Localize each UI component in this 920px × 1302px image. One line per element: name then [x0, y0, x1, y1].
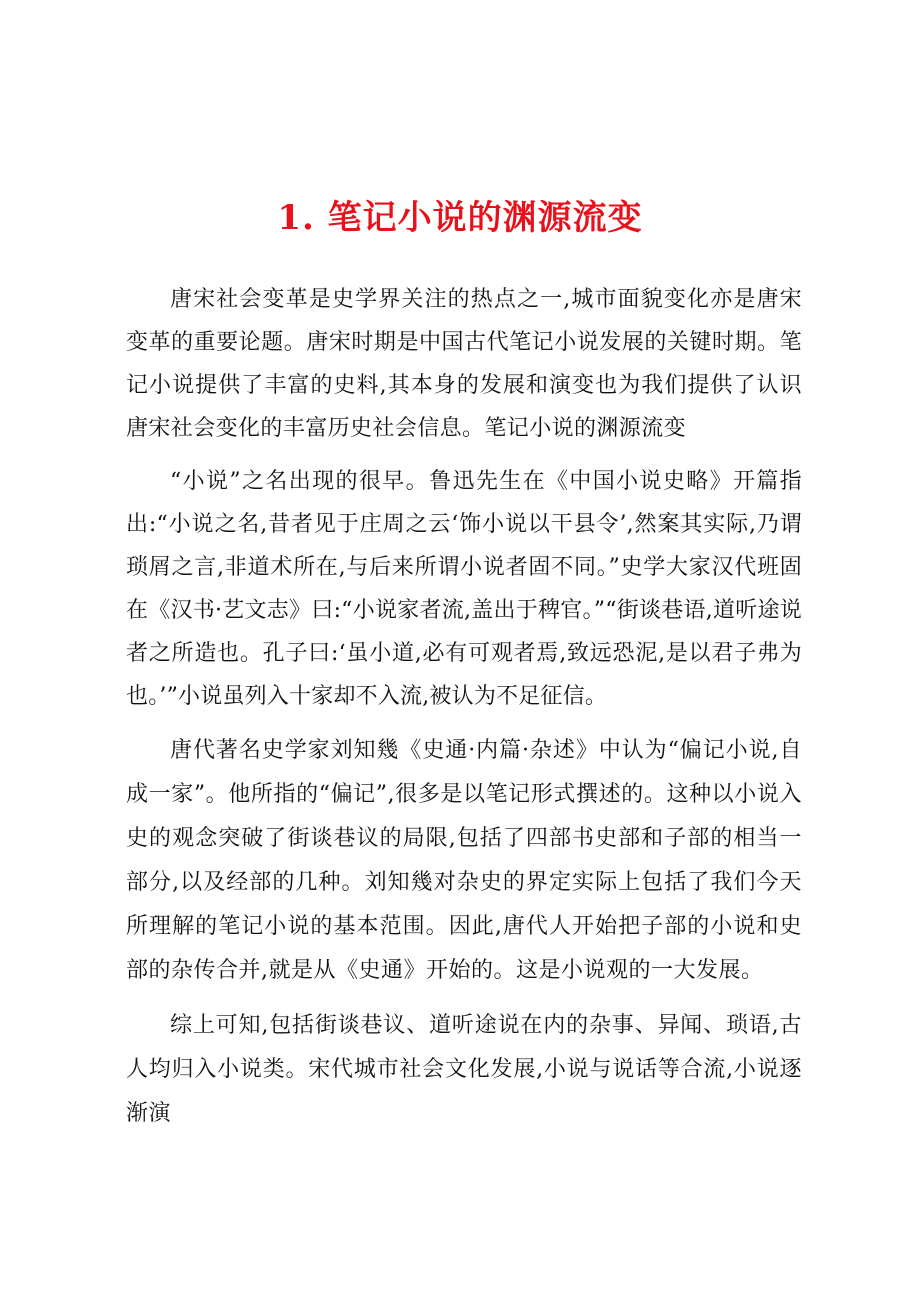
paragraph-3: 唐代著名史学家刘知幾《史通·内篇·杂述》中认为“偏记小说,自成一家”。他所指的“偏记”,很多是以笔记形式撰述的。这种以小说入史的观念突破了街谈巷议的局限,包括了四部书史部和子部的相当一部分,以及经部的几种。刘知幾对杂史的界定实际上包括了我们今天所理解的笔记小说的基本范围。因此,唐代人开始把子部的小说和史部的杂传合并,就是从《史通》开始的。这是小说观的一大发展。 — [126, 738, 802, 983]
paragraph-1: 唐宋社会变革是史学界关注的热点之一,城市面貌变化亦是唐宋变革的重要论题。唐宋时期是中国古代笔记小说发展的关键时期。笔记小说提供了丰富的史料,其本身的发展和演变也为我们提供了认识唐宋社会变化的丰富历史社会信息。笔记小说的渊源流变 — [126, 287, 802, 441]
paragraph-4: 综上可知,包括街谈巷议、道听途说在内的杂事、异闻、琐语,古人均归入小说类。宋代城市社会文化发展,小说与说话等合流,小说逐渐演 — [126, 1013, 802, 1126]
paragraph-2: “小说”之名出现的很早。鲁迅先生在《中国小说史略》开篇指出:“小说之名,昔者见于庄周之云‘饰小说以干县令’,然案其实际,乃谓琐屑之言,非道术所在,与后来所谓小说者固不同。”史学大家汉代班固在《汉书·艺文志》曰:“小说家者流,盖出于稗官。”“街谈巷语,道听途说者之所造也。孔子曰:‘虽小道,必有可观者焉,致远恐泥,是以君子弗为也。’”小说虽列入十家却不入流,被认为不足征信。 — [126, 469, 802, 709]
document-body — [126, 278, 802, 1136]
section-title: 1. 笔记小说的渊源流变 — [277, 198, 643, 238]
